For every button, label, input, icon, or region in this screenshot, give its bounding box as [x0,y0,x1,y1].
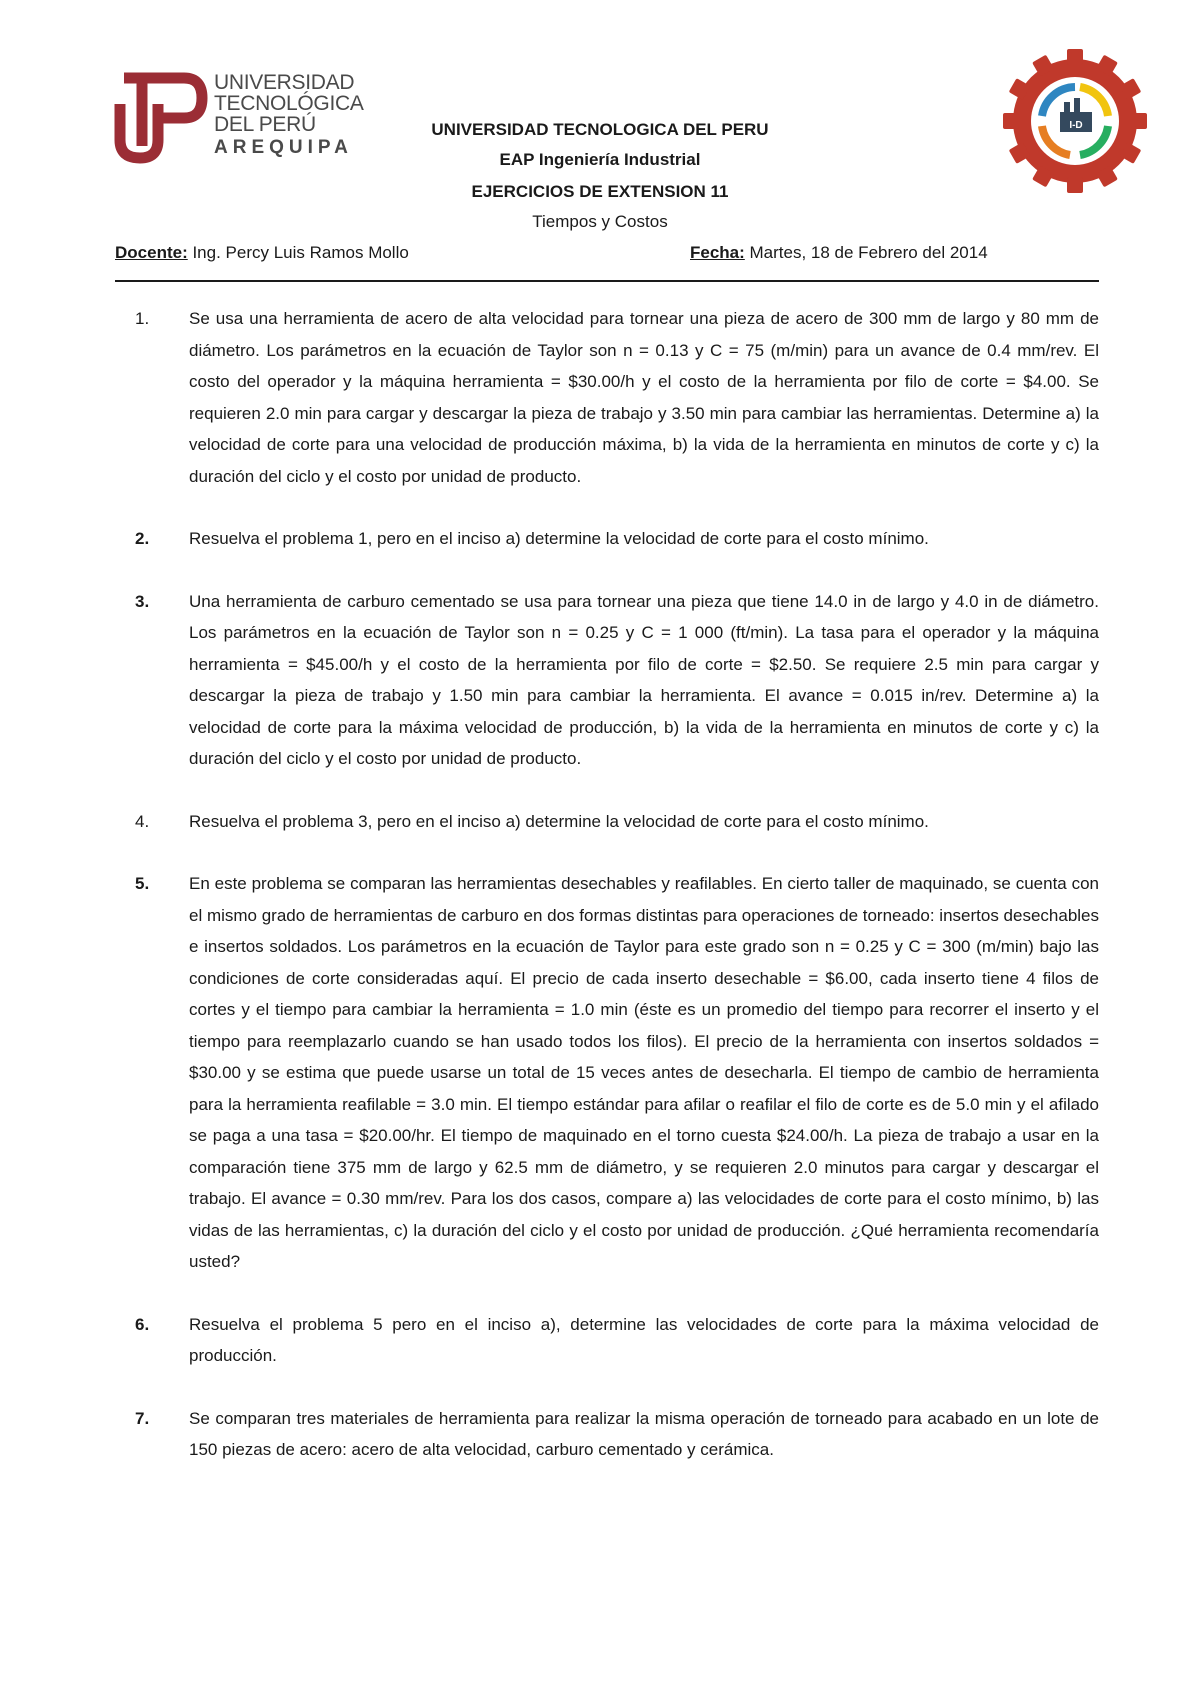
exercise-number: 6. [135,1314,150,1334]
exercise-item [115,303,1099,492]
exercise-item [115,586,1099,775]
university-title: UNIVERSIDAD TECNOLOGICA DEL PERU [431,120,769,139]
exercise-number: 7. [135,1408,150,1428]
exercise-list [115,303,1099,1497]
logo-line-2: TECNOLÓGICA [214,92,364,115]
fecha-line [690,243,988,263]
exercise-text: Una herramienta de carburo cementado se usa para tornear una pieza que tiene 14.0 in de largo y 4.0 in de diámetro. Los parámetros en la ecuación de Taylor son n = 0.25 y C = 1 000 (ft/min). La tasa para el operador y la máquina herramienta = $45.00/h y el costo de la herramienta por filo de corte = $2.50. Se requiere 2.5 min para cargar y descargar la pieza de trabajo y 1.50 min para cambiar la herramienta. El avance = 0.015 in/rev. Determine a) la velocidad de corte para la máxima velocidad de producción, b) la vida de la herramienta en minutos de corte y c) la duración del ciclo y el costo por unidad de producto. [189,591,1099,768]
exercise-number: 3. [135,591,150,611]
exercise-number: 2. [135,529,150,548]
exercise-item [115,806,1099,838]
fecha-label: Fecha: [690,243,745,262]
document-subtitle: Tiempos y Costos [532,212,668,231]
exercise-text: Se usa una herramienta de acero de alta velocidad para tornear una pieza de acero de 300 mm de largo y 80 mm de diámetro. Los parámetros en la ecuación de Taylor son n = 0.13 y C = 75 (m/min) para un avance de 0.4 mm/rev. El costo del operador y la máquina herramienta = $30.00/h y el costo de la herramienta por filo de corte = $4.00. Se requieren 2.0 min para cargar y descargar la pieza de trabajo y 3.50 min para cambiar las herramientas. Determine a) la velocidad de corte para una velocidad de producción máxima, b) la vida de la herramienta en minutos de corte y c) la duración del ciclo y el costo por unidad de producto. [189,309,1099,486]
exercise-text: Se comparan tres materiales de herramienta para realizar la misma operación de torneado para acabado en un lote de 150 piezas de acero: acero de alta velocidad, carburo cementado y cerámica. [189,1408,1099,1459]
exercise-text: En este problema se comparan las herramientas desechables y reafilables. En cierto taller de maquinado, se cuenta con el mismo grado de herramientas de carburo en dos formas distintas para operaciones de torneado: insertos desechables e insertos soldados. Los parámetros en la ecuación de Taylor para este grado son n = 0.25 y C = 300 (m/min) bajo las condiciones de corte consideradas aquí. El precio de cada inserto desechable = $6.00, cada inserto tiene 4 filos de cortes y el tiempo para cambiar la herramienta = 1.0 min (éste es un promedio del tiempo para recorrer el inserto y el tiempo para reemplazarlo cuando se han usado todos los filos). El precio de la herramienta con insertos soldados = $30.00 y se estima que puede usarse un total de 15 veces antes de desecharla. El tiempo de cambio de herramienta para la herramienta reafilable = 3.0 min. El tiempo estándar para afilar o reafilar el filo de corte es de 5.0 min y el afilado se paga a una tasa = $20.00/hr. El tiempo de maquinado en el torno cuesta $24.00/h. La pieza de trabajo a usar en la comparación tiene 375 mm de largo y 62.5 mm de diámetro, y se requieren 2.0 minutos para cargar y descargar el trabajo. El avance = 0.30 mm/rev. Para los dos casos, compare a) las velocidades de corte para el costo mínimo, b) las vidas de las herramientas, c) la duración del ciclo y el costo por unidad de producción. ¿Qué herramienta recomendaría usted? [189,874,1100,1271]
exercise-text: Resuelva el problema 5 pero en el inciso a), determine las velocidades de corte para la máxima velocidad de producción. [189,1314,1099,1365]
fecha-value: Martes, 18 de Febrero del 2014 [744,243,988,262]
exercise-item [115,1403,1099,1466]
exercise-item [115,1309,1099,1372]
seal-center-text: I-D [1069,120,1083,131]
header-divider [115,280,1099,282]
docente-line [115,243,409,263]
docente-value: Ing. Percy Luis Ramos Mollo [187,243,409,262]
docente-label: Docente: [115,243,188,262]
exercise-text: Resuelva el problema 1, pero en el inciso a) determine la velocidad de corte para el costo mínimo. [189,529,929,548]
exercise-number: 4. [135,811,150,831]
exercise-item [115,868,1099,1278]
document-title: EJERCICIOS DE EXTENSION 11 [471,182,729,201]
exercise-number: 1. [135,309,150,328]
logo-line-city: AREQUIPA [214,137,353,158]
exercise-item [115,523,1099,555]
school-name: EAP Ingeniería Industrial [499,150,701,169]
logo-line-1: UNIVERSIDAD [214,71,355,94]
utp-logo-wordmark [214,72,364,158]
exercise-text: Resuelva el problema 3, pero en el inciso a) determine la velocidad de corte para el costo mínimo. [189,811,929,831]
exercise-number: 5. [135,874,150,893]
logo-line-3: DEL PERÚ [214,113,316,136]
